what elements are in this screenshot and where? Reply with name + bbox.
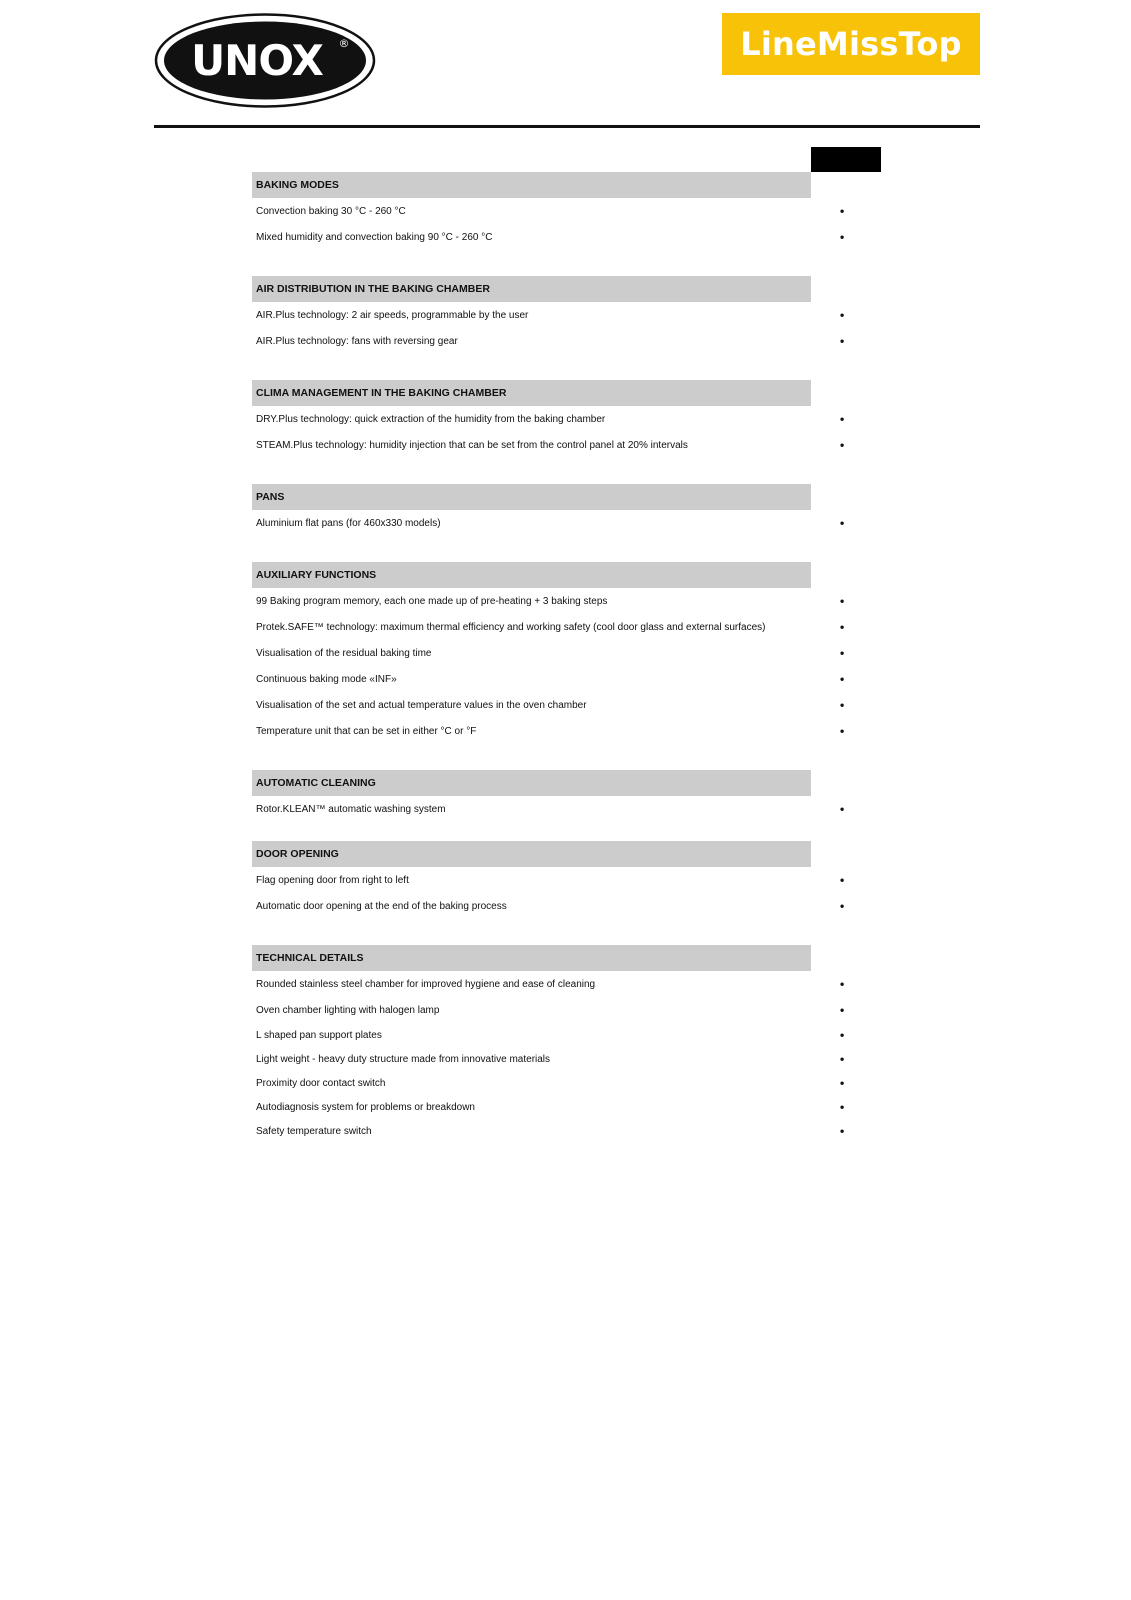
feature-row [252,1095,882,1119]
availability-dot: • [840,1100,845,1114]
feature-row [252,328,882,354]
availability-dot: • [840,873,845,887]
feature-row [252,432,882,458]
section-heading: BAKING MODES [252,172,811,198]
availability-dot: • [840,698,845,712]
availability-dot: • [840,646,845,660]
feature-row [252,588,882,614]
feature-label: STEAM.Plus technology: humidity injection that can be set from the control panel at 20% intervals [256,439,688,451]
availability-dot: • [840,1052,845,1066]
feature-label: Flag opening door from right to left [256,874,409,886]
feature-row [252,302,882,328]
feature-label: L shaped pan support plates [256,1029,382,1041]
section-auxiliary-functions [252,562,882,744]
feature-row [252,692,882,718]
availability-dot: • [840,1124,845,1138]
unox-logo [154,12,376,109]
section-air-distribution-in-the-baking-chamber [252,276,882,354]
availability-dot: • [840,1076,845,1090]
feature-row [252,796,882,822]
section-pans [252,484,882,536]
section-door-opening [252,841,882,919]
availability-dot: • [840,1028,845,1042]
feature-row [252,718,882,744]
model-column-header [811,147,881,172]
feature-label: Visualisation of the set and actual temperature values in the oven chamber [256,699,587,711]
availability-dot: • [840,724,845,738]
section-heading: AIR DISTRIBUTION IN THE BAKING CHAMBER [252,276,811,302]
feature-row [252,1071,882,1095]
header-divider [154,125,980,128]
section-heading: TECHNICAL DETAILS [252,945,811,971]
feature-label: Temperature unit that can be set in either °C or °F [256,725,477,737]
feature-label: AIR.Plus technology: fans with reversing gear [256,335,458,347]
feature-row [252,406,882,432]
section-clima-management-in-the-baking-chamber [252,380,882,458]
availability-dot: • [840,334,845,348]
feature-label: Mixed humidity and convection baking 90 °C - 260 °C [256,231,493,243]
feature-label: 99 Baking program memory, each one made up of pre-heating + 3 baking steps [256,595,608,607]
feature-label: Continuous baking mode «INF» [256,673,397,685]
feature-row [252,640,882,666]
feature-label: AIR.Plus technology: 2 air speeds, programmable by the user [256,309,529,321]
feature-row [252,997,882,1023]
feature-label: Safety temperature switch [256,1125,372,1137]
feature-label: Light weight - heavy duty structure made from innovative materials [256,1053,551,1065]
availability-dot: • [840,1003,845,1017]
feature-label: Visualisation of the residual baking time [256,647,432,659]
section-automatic-cleaning [252,770,882,822]
feature-row [252,971,882,997]
feature-row [252,614,882,640]
feature-row [252,198,882,224]
feature-label: Autodiagnosis system for problems or breakdown [256,1101,475,1113]
feature-table [252,172,882,1169]
availability-dot: • [840,412,845,426]
registered-mark: ® [338,37,350,50]
feature-row [252,510,882,536]
section-baking-modes [252,172,882,250]
product-line-badge [722,13,980,75]
section-heading: AUXILIARY FUNCTIONS [252,562,811,588]
section-heading: DOOR OPENING [252,841,811,867]
availability-dot: • [840,594,845,608]
feature-row [252,867,882,893]
availability-dot: • [840,438,845,452]
feature-label: Rounded stainless steel chamber for improved hygiene and ease of cleaning [256,978,596,990]
feature-label: Proximity door contact switch [256,1077,386,1089]
availability-dot: • [840,899,845,913]
feature-label: Automatic door opening at the end of the baking process [256,900,507,912]
feature-label: Convection baking 30 °C - 260 °C [256,205,406,217]
availability-dot: • [840,308,845,322]
section-heading: AUTOMATIC CLEANING [252,770,811,796]
feature-row [252,1119,882,1143]
availability-dot: • [840,672,845,686]
availability-dot: • [840,802,845,816]
feature-label: Protek.SAFE™ technology: maximum thermal efficiency and working safety (cool door glass and external surfaces) [256,621,766,633]
feature-label: DRY.Plus technology: quick extraction of the humidity from the baking chamber [256,413,606,425]
section-technical-details [252,945,882,1143]
feature-row [252,893,882,919]
feature-row [252,1023,882,1047]
feature-row [252,666,882,692]
section-heading: CLIMA MANAGEMENT IN THE BAKING CHAMBER [252,380,811,406]
section-heading: PANS [252,484,811,510]
feature-row [252,224,882,250]
availability-dot: • [840,977,845,991]
availability-dot: • [840,204,845,218]
feature-label: Rotor.KLEAN™ automatic washing system [256,803,446,815]
logo-wordmark: UNOX [191,36,323,85]
feature-label: Aluminium flat pans (for 460x330 models) [256,517,441,529]
feature-label: Oven chamber lighting with halogen lamp [256,1004,440,1016]
availability-dot: • [840,230,845,244]
availability-dot: • [840,516,845,530]
availability-dot: • [840,620,845,634]
feature-row [252,1047,882,1071]
product-line-name: LineMissTop [740,25,962,63]
